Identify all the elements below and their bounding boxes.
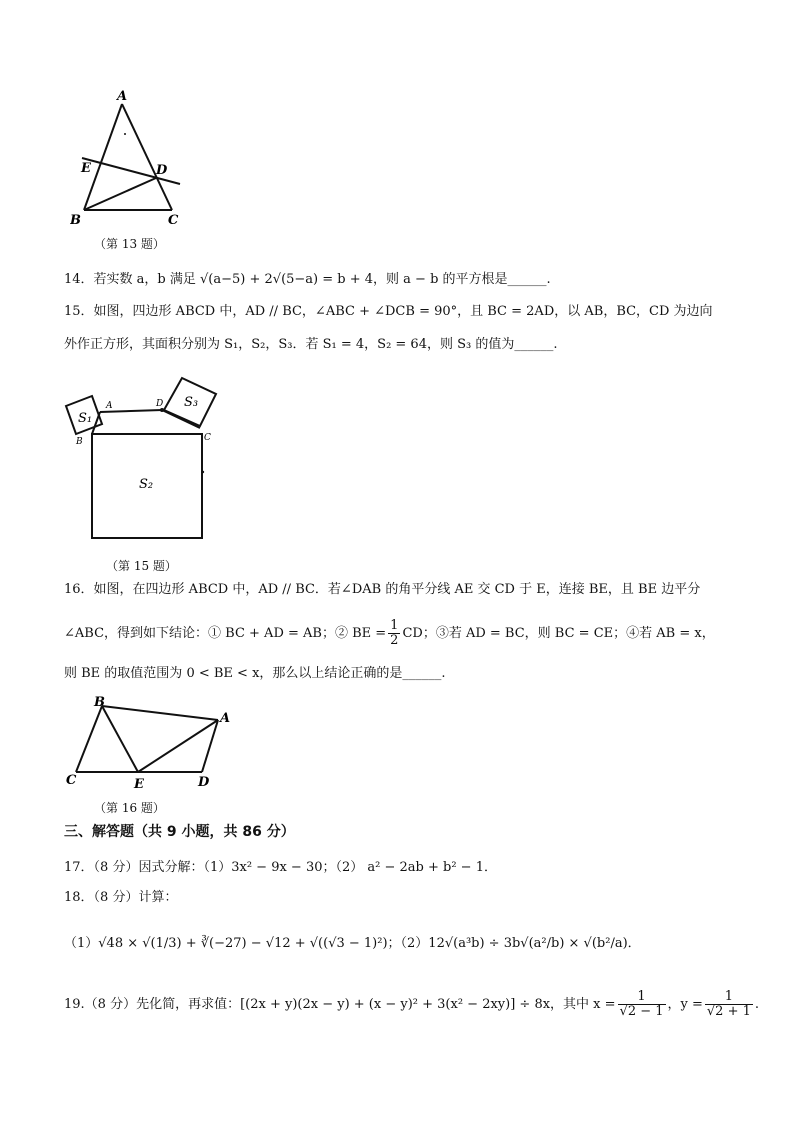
label-b: B [94,695,105,710]
segment-ae [138,720,218,772]
label-a: A [106,401,113,411]
question-19-y-label: ，y = [667,997,703,1012]
question-16-line-2-part-a: ∠ABC，得到如下结论：① BC + AD = AB；② BE = [64,626,387,641]
figure-16-caption: （第 16 题） [94,801,165,815]
label-d: D [156,399,164,409]
fraction-x-value: $\frac{1}{√2 - 1}$ [619,989,664,1019]
figure-13 [70,86,200,236]
section-3-heading: 三、解答题（共 9 小题，共 86 分） [64,824,295,840]
question-16-line-1: 16．如图，在四边形 ABCD 中，AD // BC．若∠DAB 的角平分线 AE 交 CD 于 E，连接 BE，且 BE 边平分 [64,582,701,597]
segment-ba [102,706,218,720]
question-16-line-3: 则 BE 的取值范围为 0 < BE < x，那么以上结论正确的是______. [64,666,446,681]
segment-bc [76,706,102,772]
question-15-line-2: 外作正方形，其面积分别为 S₁，S₂，S₃．若 S₁ = 4，S₂ = 64，则 S₃ 的值为______. [64,337,558,352]
question-19-expression: 19.（8 分）先化简，再求值：[(2x + y)(2x − y) + (x − y)² + 3(x² − 2xy)] ÷ 8x，其中 x = [64,997,616,1012]
label-c: C [204,433,211,443]
fraction-y-value: $\frac{1}{√2 + 1}$ [706,989,751,1019]
label-s3: S₃ [184,395,199,410]
figure-15-caption: （第 15 题） [106,559,177,573]
label-s2: S₂ [139,477,154,492]
question-17: 17．（8 分）因式分解：（1）3x² − 9x − 30；（2） a² − 2ab + b² − 1． [64,860,497,875]
segment-dc [162,410,200,428]
question-18: 18．（8 分）计算： [64,890,178,905]
segment-ab [84,104,122,210]
label-e: E [134,777,144,792]
question-16-line-2 [64,618,715,650]
label-s1: S₁ [78,411,93,426]
figure-13-caption: （第 13 题） [94,237,165,251]
label-a: A [220,711,231,726]
label-b: B [70,213,81,228]
label-e: E [81,161,91,176]
question-16-line-2-part-b: CD；③若 AD = BC，则 BC = CE；④若 AB = x， [402,626,715,641]
question-19: 19.（8 分）先化简，再求值：[(2x + y)(2x − y) + (x − y)² + 3(x² − 2xy)] ÷ 8x，其中 x = $\frac{1}{√2 - 1}$ ，y = $\frac{1}{√2 + 1}$ . [64,989,760,1019]
label-c: C [168,213,179,228]
segment-ab [92,412,100,434]
figure-15 [64,372,234,552]
segment-be [102,706,138,772]
label-d: D [156,163,168,178]
fraction-one-half: $\frac{1}{2}$ [390,618,399,648]
label-b: B [76,437,83,447]
label-d: D [198,775,210,790]
label-a: A [117,89,128,104]
segment-ac [122,104,172,210]
figure-16 [64,694,244,794]
question-14: 14．若实数 a，b 满足 √(a−5) + 2√(5−a) = b + 4，则 a − b 的平方根是______. [64,272,551,287]
question-15-line-1: 15．如图，四边形 ABCD 中，AD // BC，∠ABC + ∠DCB = 90°，且 BC = 2AD，以 AB，BC，CD 为边向 [64,304,713,319]
label-c: C [66,773,77,788]
question-18-expressions: （1）√48 × √(1/3) + ∛(−27) − √12 + √((√3 − 1)²)；（2）12√(a³b) ÷ 3b√(a²/b) × √(b²/a)． [64,936,641,951]
